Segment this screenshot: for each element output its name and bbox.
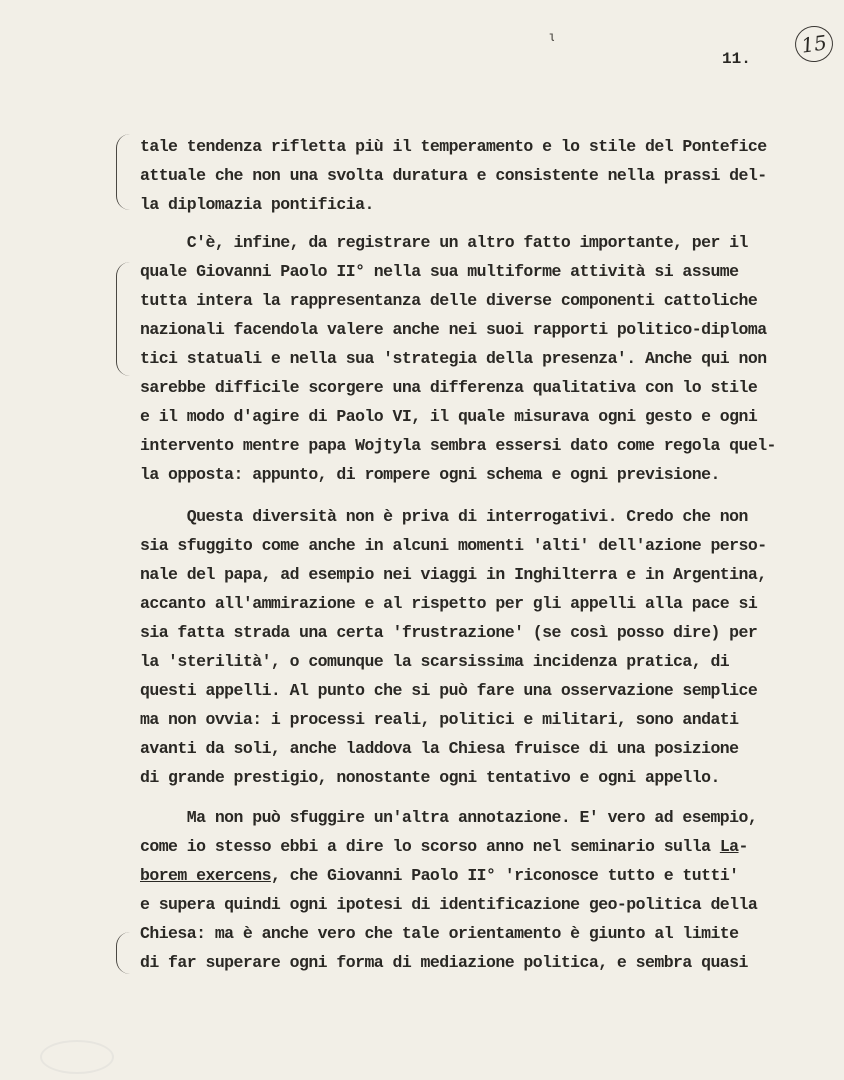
text-line: la opposta: appunto, di rompere ogni schema e ogni previsione. [140, 465, 720, 484]
text-line: intervento mentre papa Wojtyla sembra essersi dato come regola quel- [140, 436, 776, 455]
text-line: Chiesa: ma è anche vero che tale orientamento è giunto al limite [140, 924, 739, 943]
text-line: ma non ovvia: i processi reali, politici e militari, sono andati [140, 710, 739, 729]
text-line: C'è, infine, da registrare un altro fatto importante, per il [140, 233, 748, 252]
text-line: tutta intera la rappresentanza delle diverse componenti cattoliche [140, 291, 758, 310]
text-line: accanto all'ammirazione e al rispetto per gli appelli alla pace si [140, 594, 758, 613]
text-line: nale del papa, ad esempio nei viaggi in Inghilterra e in Argentina, [140, 565, 767, 584]
text-line: sia fatta strada una certa 'frustrazione' (se così posso dire) per [140, 623, 758, 642]
text-line: di far superare ogni forma di mediazione politica, e sembra quasi [140, 953, 748, 972]
text-line: e supera quindi ogni ipotesi di identificazione geo-politica della [140, 895, 758, 914]
text-line: Questa diversità non è priva di interrogativi. Credo che non [140, 507, 748, 526]
text-line: la 'sterilità', o comunque la scarsissima incidenza pratica, di [140, 652, 730, 671]
margin-bracket [116, 134, 131, 210]
text-line: nazionali facendola valere anche nei suoi rapporti politico-diploma [140, 320, 767, 339]
text-line: Ma non può sfuggire un'altra annotazione. E' vero ad esempio, [140, 808, 758, 827]
text-line: questi appelli. Al punto che si può fare una osservazione semplice [140, 681, 758, 700]
text-line: sia sfuggito come anche in alcuni momenti 'alti' dell'azione perso- [140, 536, 767, 555]
text-line: tale tendenza rifletta più il temperamento e lo stile del Pontefice [140, 137, 767, 156]
text-line: attuale che non una svolta duratura e consistente nella prassi del- [140, 166, 767, 185]
text-line: quale Giovanni Paolo II° nella sua multiforme attività si assume [140, 262, 739, 281]
text-line: borem exercens, che Giovanni Paolo II° 'riconosce tutto e tutti' [140, 866, 739, 885]
text-line: sarebbe difficile scorgere una differenza qualitativa con lo stile [140, 378, 758, 397]
page-number: 11. [722, 50, 751, 68]
text-line: la diplomazia pontificia. [140, 195, 374, 214]
margin-bracket [116, 262, 131, 376]
pen-tick-mark: ɩ [548, 30, 557, 46]
text-line: e il modo d'agire di Paolo VI, il quale misurava ogni gesto e ogni [140, 407, 758, 426]
text-line: avanti da soli, anche laddova la Chiesa fruisce di una posizione [140, 739, 739, 758]
text-line: di grande prestigio, nonostante ogni tentativo e ogni appello. [140, 768, 720, 787]
text-line: come io stesso ebbi a dire lo scorso anno nel seminario sulla La- [140, 837, 748, 856]
margin-bracket [116, 932, 131, 974]
archive-stamp-number: 15 [793, 24, 836, 65]
text-line: tici statuali e nella sua 'strategia della presenza'. Anche qui non [140, 349, 767, 368]
watermark [40, 1040, 114, 1074]
